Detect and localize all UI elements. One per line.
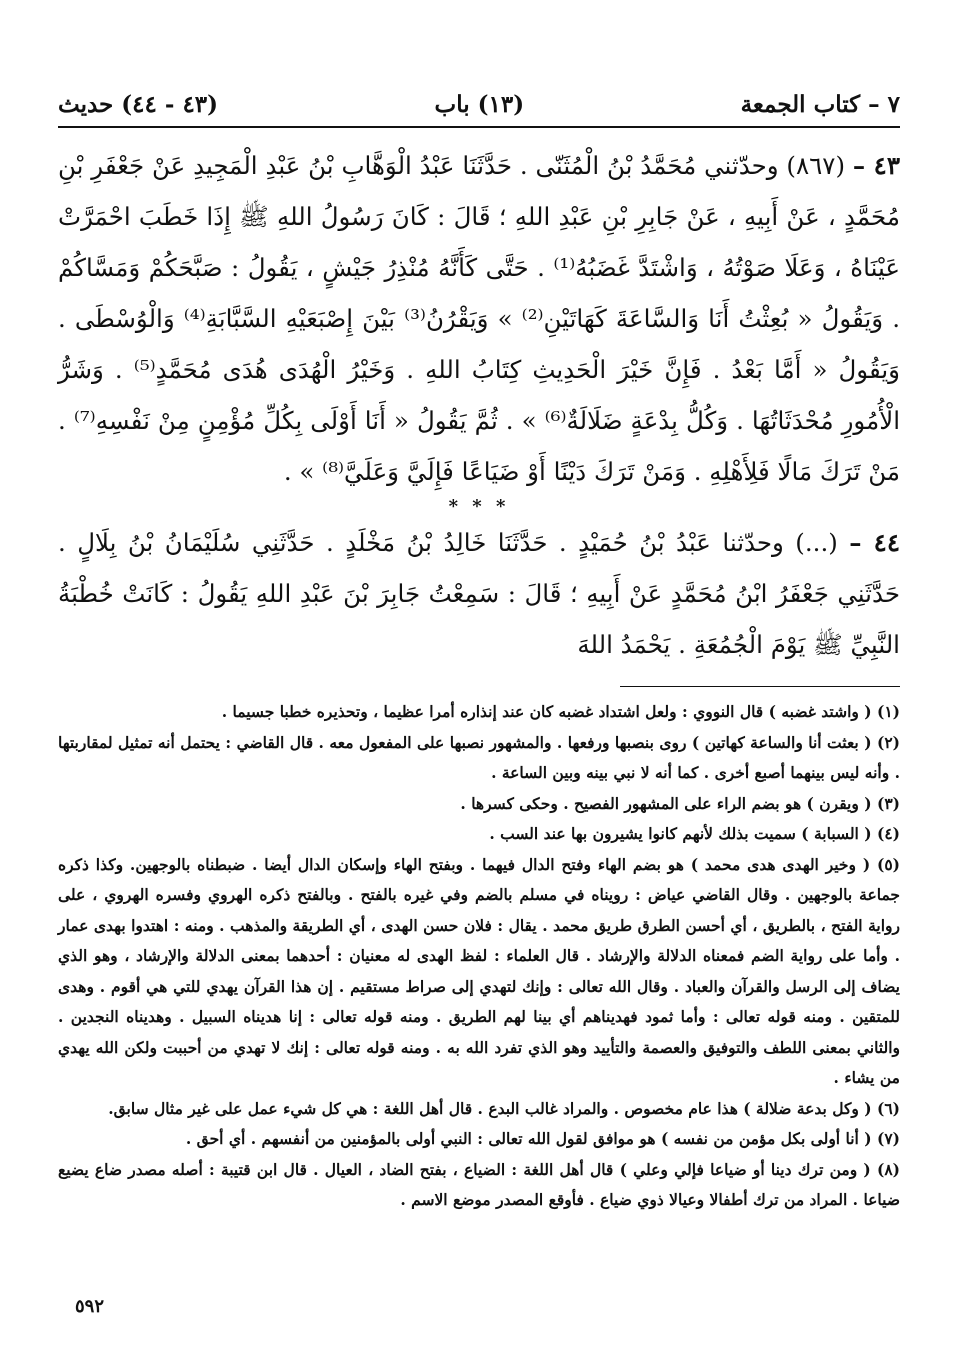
footnote-8: (٨) ( ومن ترك دينا أو ضياعا فإلي وعلي ) قال أهل اللغة : الضياع ، بفتح الضاد ، العيال . قال ابن قتيبة : أصله مصدر ضاع يضيع ضياعا . المراد من ترك أطفالا وعيالا ذوي ضياع . فأوقع المصدر موضع الاسم .	[58, 1159, 900, 1209]
footnote-1: (١) ( واشتد غضبه ) قال النووي : ولعل اشتداد غضبه كان عند إنذاره أمرا عظيما ، وتحذيره خطبا جسيما .	[221, 702, 900, 721]
footnote-2: (٢) ( بعثت أنا والساعة كهاتين ) روى بنصبها ورفعها . والمشهور نصبها على المفعول معه . قال القاضي : يحتمل أنه تمثيل لمقاربتها . وأنه ليس بينهما أصبع أخرى . كما أنه لا نبي بينه وبين الساعة .	[58, 732, 900, 782]
hadith-43	[58, 140, 900, 497]
header-chapter: ٧ – كتاب الجمعة	[740, 90, 900, 118]
hadith-number: ٤٤ –	[849, 528, 900, 557]
book-page	[58, 86, 900, 1326]
footnotes-rule	[620, 686, 900, 687]
hadith-text: (٨٦٧) وحدّثني مُحَمَّدُ بْنُ الْمُثَنّى . حَدَّثَنَا عَبْدُ الْوَهَّابِ بْنُ عَبْدِ الْمَجِيدِ عَنْ جَعْفَرِ بْنِ مُحَمَّدٍ ، عَنْ أَبِيهِ ، عَنْ جَابِرِ بْنِ عَبْدِ اللهِ ؛ قَالَ : كَانَ رَسُولُ اللهِ ﷺ إِذَا خَطَبَ احْمَرَّتْ عَيْنَاهُ ، وَعَلَا صَوْتُهُ ، وَاشْتَدَّ غَضَبُهُ⁽¹⁾ . حَتَّى كَأَنَّهُ مُنْذِرُ جَيْشٍ ، يَقُولُ : صَبَّحَكُمْ وَمَسَّاكُمْ . وَيَقُولُ « بُعِثْتُ أَنَا وَالسَّاعَةَ كَهَاتَيْنِ⁽²⁾ » وَيَقْرُنُ⁽³⁾ بَيْنَ إِصْبَعَيْهِ السَّبَّابَةِ⁽⁴⁾ وَالْوُسْطَى . وَيَقُولُ « أَمَّا بَعْدُ . فَإِنَّ خَيْرَ الْحَدِيثِ كِتَابُ اللهِ . وَخَيْرُ الْهُدَى هُدَى مُحَمَّدٍ⁽⁵⁾ . وَشَرُّ الْأُمُورِ مُحْدَثَاتُهَا . وَكُلُّ بِدْعَةٍ ضَلَالَةٌ⁽⁶⁾ » . ثُمَّ يَقُولُ « أَنَا أَوْلَى بِكُلِّ مُؤْمِنٍ مِنْ نَفْسِهِ⁽⁷⁾ . مَنْ تَرَكَ مَالًا فَلِأَهْلِهِ . وَمَنْ تَرَكَ دَيْنًا أَوْ ضَيَاعًا فَإِلَيَّ وَعَلَيَّ⁽⁸⁾ » .	[58, 151, 900, 486]
footnote-6: (٦) ( وكل بدعة ضلالة ) هذا عام مخصوص . والمراد غالب البدع . قال أهل اللغة : هي كل شيء عمل على غير مثال سابق.	[108, 1098, 900, 1118]
section-separator: * * *	[448, 496, 510, 517]
footnote-5: (٥) ( وخير الهدى هدى محمد ) هو بضم الهاء وفتح الدال فيهما . وبفتح الهاء وإسكان الدال أيضا . ضبطناه بالوجهين. وكذا ذكره جماعة بالوجهين . وقال القاضي عياض : رويناه في مسلم بالضم وفي غيره بالفتح . وبالفتح ذكره الهروي وفسره الهروي ، على رواية الفتح ، بالطريق ، أي أحسن الطرق طريق محمد . يقال : فلان حسن الهدى ، أي الطريقة والمذهب . ومنه : اهتدوا بهدى عمار . وأما على رواية الضم فمعناه الدلالة والإرشاد . قال العلماء : لفظ الهدى له معنيان : أحدهما بمعنى الدلالة والإرشاد ، وهو الذي يضاف إلى الرسل والقرآن والعباد . وقال الله تعالى : وإنك لتهدي إلى صراط مستقيم . إن هذا القرآن يهدي للتي هي أقوم . وهدى للمتقين . ومنه قوله تعالى : وأما ثمود فهديناهم أي بينا لهم الطريق . ومنه قوله تعالى : إنا هديناه السبيل . وهديناه النجدين . والثاني بمعنى اللطف والتوفيق والعصمة والتأييد وهو الذي تفرد الله به . ومنه قوله تعالى : إنك لا تهدي من أحببت ولكن الله يهدي من يشاء .	[58, 854, 900, 1087]
page-number: ٥٩٢	[75, 1296, 105, 1317]
running-header	[58, 86, 900, 122]
footnote-4: (٤) ( السبابة ) سميت بذلك لأنهم كانوا يشيرون بها عند السب .	[489, 824, 900, 843]
hadith-text: (...) وحدّثنا عَبْدُ بْنُ حُمَيْدٍ . حَدَّثَنَا خَالِدُ بْنُ مَخْلَدٍ . حَدَّثَنِي سُلَيْمَانُ بْنُ بِلَالٍ . حَدَّثَنِي جَعْفَرُ ابْنُ مُحَمَّدٍ عَنْ أَبِيهِ ؛ قَالَ : سَمِعْتُ جَابِرَ بْنَ عَبْدِ اللهِ يَقُولُ : كَانَتْ خُطْبَةُ النَّبِيِّ ﷺ يَوْمَ الْجُمُعَةِ . يَحْمَدُ اللهَ	[58, 528, 900, 659]
footnote-7: (٧) ( أنا أولى بكل مؤمن من نفسه ) هو موافق لقول الله تعالى : النبي أولى بالمؤمنين من أنفسهم . أي أحق .	[185, 1129, 900, 1148]
header-section: (١٣) باب	[434, 90, 525, 118]
header-rule	[58, 126, 900, 128]
header-hadith-range: (٤٣ - ٤٤) حديث	[58, 90, 219, 118]
footnote-3: (٣) ( ويقرن ) هو بضم الراء على المشهور الفصيح . وحكى كسرها .	[460, 793, 900, 813]
hadith-number: ٤٣ –	[852, 151, 900, 180]
footnotes	[58, 697, 900, 1216]
hadith-44	[58, 517, 900, 670]
